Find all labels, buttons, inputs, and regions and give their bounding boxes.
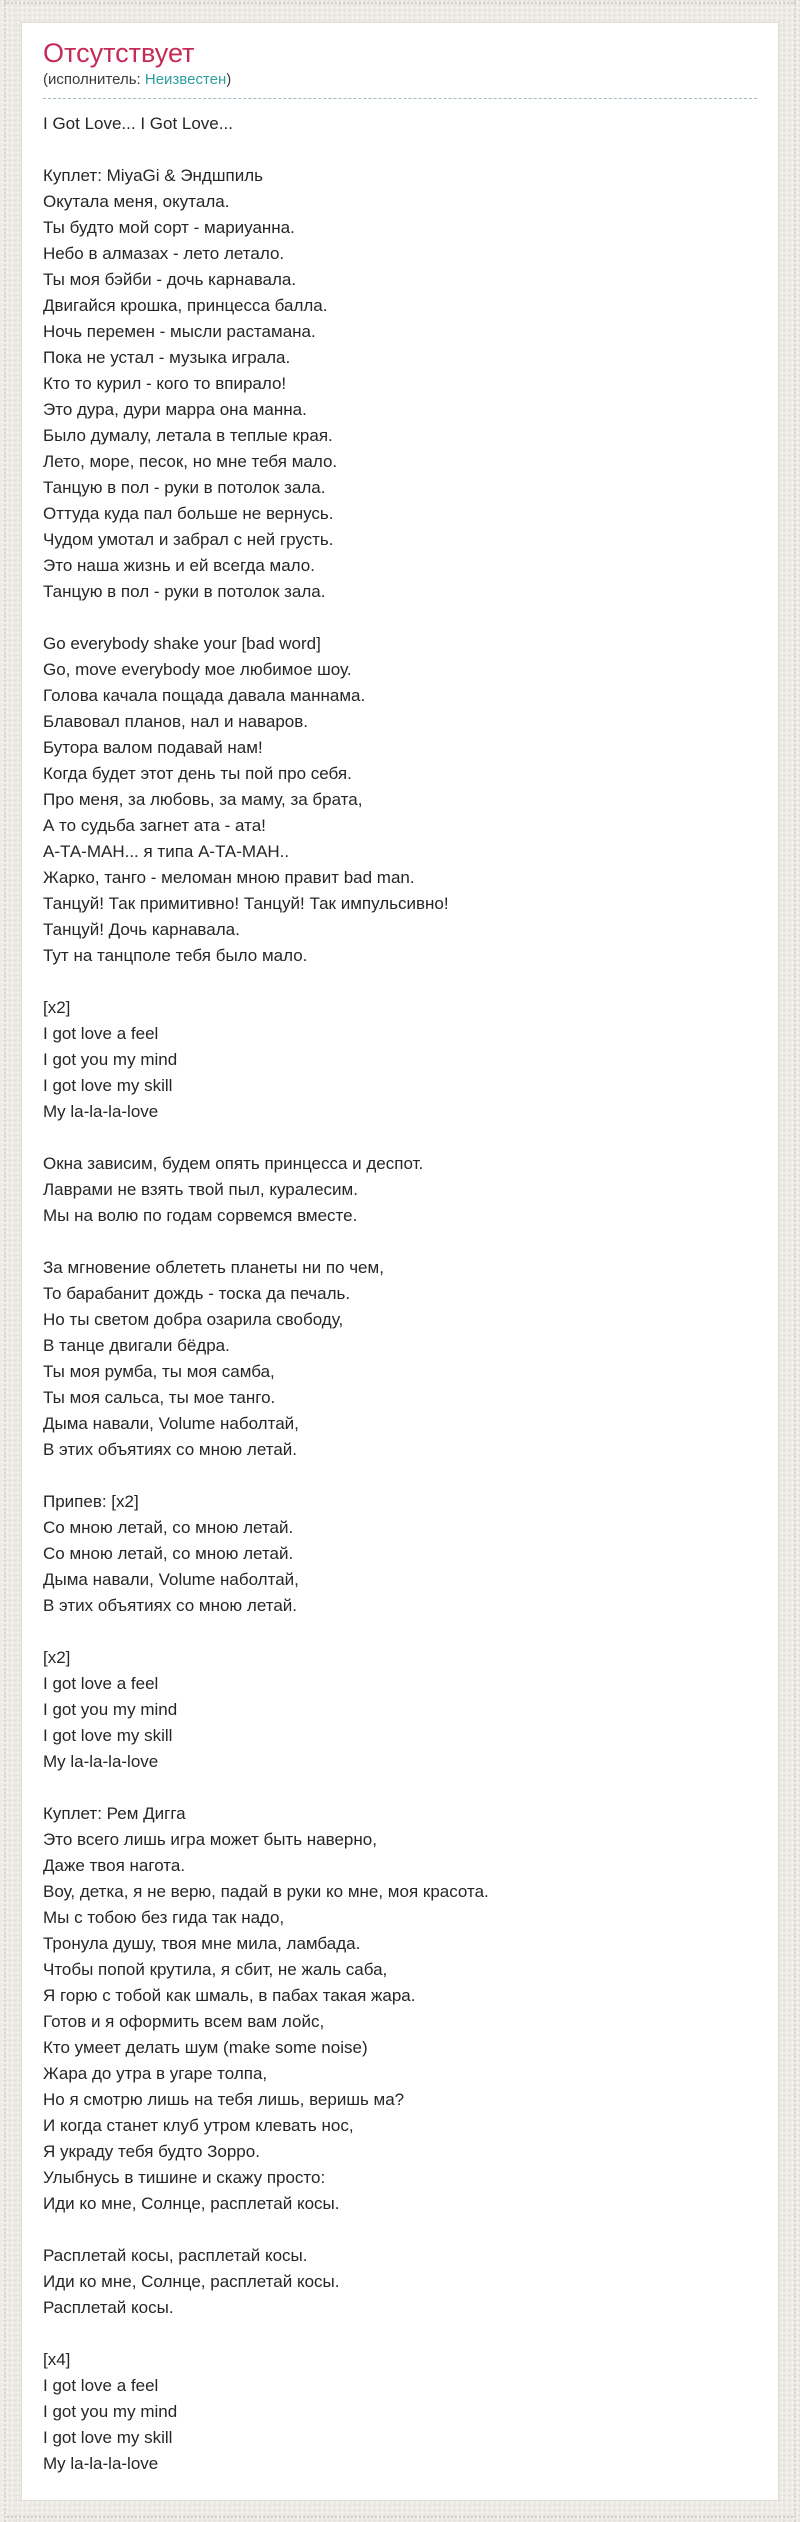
artist-line <box>43 71 757 99</box>
page-edge-stitch-left-inner <box>16 0 17 2522</box>
lyric-line: I got you my mind <box>43 2402 178 2421</box>
lyric-line: Окна зависим, будем опять принцесса и деспот. <box>43 1154 424 1173</box>
lyric-line: Go, move everybody мое любимое шоу. <box>43 660 352 679</box>
lyric-line: My la-la-la-love <box>43 2454 159 2473</box>
lyric-line: [x4] <box>43 2350 71 2369</box>
lyric-line: Кто умеет делать шум (make some noise) <box>43 2038 368 2057</box>
page-edge-stitch-right-inner <box>783 0 784 2522</box>
lyric-line: I got love my skill <box>43 1726 173 1745</box>
lyric-line: В этих объятиях со мною летай. <box>43 1596 297 1615</box>
song-title: Отсутствует <box>43 38 195 68</box>
lyric-line: My la-la-la-love <box>43 1102 159 1121</box>
lyric-line: Когда будет этот день ты пой про себя. <box>43 764 352 783</box>
lyric-line: I got you my mind <box>43 1050 178 1069</box>
lyric-line: Припев: [x2] <box>43 1492 139 1511</box>
lyric-line: Тронула душу, твоя мне мила, ламбада. <box>43 1934 361 1953</box>
lyrics-stanza <box>43 1645 757 1775</box>
lyric-line: Пока не устал - музыка играла. <box>43 348 291 367</box>
lyric-line: Лаврами не взять твой пыл, куралесим. <box>43 1180 358 1199</box>
lyric-line: Про меня, за любовь, за маму, за брата, <box>43 790 363 809</box>
lyrics-stanza <box>43 995 757 1125</box>
lyric-line: I got love my skill <box>43 1076 173 1095</box>
lyric-line: Расплетай косы. <box>43 2298 174 2317</box>
lyric-line: Ты будто мой сорт - мариуанна. <box>43 218 295 237</box>
lyric-line: I got love my skill <box>43 2428 173 2447</box>
lyric-line: Ты моя сальса, ты мое танго. <box>43 1388 276 1407</box>
lyric-line: [x2] <box>43 998 71 1017</box>
lyric-line: Иди ко мне, Солнце, расплетай косы. <box>43 2194 340 2213</box>
lyric-line: Блавовал планов, нал и наваров. <box>43 712 308 731</box>
lyric-line: Чтобы попой крутила, я сбит, не жаль саба, <box>43 1960 388 1979</box>
lyric-line: Было думалу, летала в теплые края. <box>43 426 333 445</box>
lyrics-stanza <box>43 2243 757 2321</box>
lyric-line: Двигайся крошка, принцесса балла. <box>43 296 328 315</box>
lyrics-stanza <box>43 1801 757 2217</box>
lyric-line: За мгновение облететь планеты ни по чем, <box>43 1258 384 1277</box>
lyric-line: Жара до утра в угаре толпа, <box>43 2064 268 2083</box>
lyric-line: Куплет: Рем Дигга <box>43 1804 186 1823</box>
lyric-line: Кто то курил - кого то впирало! <box>43 374 287 393</box>
lyrics-stanza <box>43 111 757 137</box>
lyric-line: Со мною летай, со мною летай. <box>43 1518 294 1537</box>
lyric-line: Дыма навали, Volume наболтай, <box>43 1414 299 1433</box>
lyric-line: Лето, море, песок, но мне тебя мало. <box>43 452 338 471</box>
lyric-line: Даже твоя нагота. <box>43 1856 186 1875</box>
lyric-line: То барабанит дождь - тоска да печаль. <box>43 1284 351 1303</box>
lyric-line: Но я смотрю лишь на тебя лишь, веришь ма? <box>43 2090 405 2109</box>
lyric-line: My la-la-la-love <box>43 1752 159 1771</box>
lyric-line: Чудом умотал и забрал с ней грусть. <box>43 530 334 549</box>
lyric-line: А-ТА-МАН... я типа А-ТА-МАН.. <box>43 842 290 861</box>
lyric-line: Это наша жизнь и ей всегда мало. <box>43 556 315 575</box>
lyric-line: Я горю с тобой как шмаль, в пабах такая жара. <box>43 1986 416 2005</box>
lyric-line: Ты моя румба, ты моя самба, <box>43 1362 275 1381</box>
artist-link[interactable]: Неизвестен <box>144 71 227 88</box>
lyrics-stanza <box>43 2347 757 2477</box>
lyric-line: Это всего лишь игра может быть наверно, <box>43 1830 377 1849</box>
lyric-line: Тут на танцполе тебя было мало. <box>43 946 308 965</box>
lyric-line: Со мною летай, со мною летай. <box>43 1544 294 1563</box>
lyric-line: Бутора валом подавай нам! <box>43 738 263 757</box>
lyric-line: Небо в алмазах - лето летало. <box>43 244 285 263</box>
lyric-line: Готов и я оформить всем вам лойс, <box>43 2012 325 2031</box>
lyrics-stanza <box>43 1255 757 1463</box>
lyric-line: Улыбнусь в тишине и скажу просто: <box>43 2168 326 2187</box>
content-card <box>21 22 779 2501</box>
lyric-line: Ночь перемен - мысли растамана. <box>43 322 316 341</box>
artist-prefix-label: (исполнитель: <box>43 71 145 88</box>
lyric-line: Жарко, танго - меломан мною правит bad man. <box>43 868 415 887</box>
lyric-line: Танцуй! Так примитивно! Танцуй! Так импульсивно! <box>43 894 449 913</box>
lyric-line: Танцую в пол - руки в потолок зала. <box>43 478 326 497</box>
lyric-line: Танцуй! Дочь карнавала. <box>43 920 240 939</box>
lyrics-stanza <box>43 163 757 605</box>
lyrics-stanza <box>43 1489 757 1619</box>
lyrics-text <box>43 99 757 2477</box>
lyric-line: В этих объятиях со мною летай. <box>43 1440 297 1459</box>
lyric-line: Куплет: MiyaGi & Эндшпиль <box>43 166 263 185</box>
lyric-line: Окутала меня, окутала. <box>43 192 230 211</box>
lyric-line: Воу, детка, я не верю, падай в руки ко мне, моя красота. <box>43 1882 489 1901</box>
lyric-line: I Got Love... I Got Love... <box>43 114 233 133</box>
lyric-line: Но ты светом добра озарила свободу, <box>43 1310 344 1329</box>
page-edge-stitch-right <box>794 0 796 2522</box>
lyric-line: Дыма навали, Volume наболтай, <box>43 1570 299 1589</box>
lyric-line: Мы с тобою без гида так надо, <box>43 1908 285 1927</box>
lyrics-stanza <box>43 631 757 969</box>
lyrics-stanza <box>43 1151 757 1229</box>
lyric-line: I got you my mind <box>43 1700 178 1719</box>
lyric-line: Голова качала пощада давала маннама. <box>43 686 366 705</box>
lyric-line: Иди ко мне, Солнце, расплетай косы. <box>43 2272 340 2291</box>
lyric-line: Я украду тебя будто Зорро. <box>43 2142 260 2161</box>
lyric-line: Оттуда куда пал больше не вернусь. <box>43 504 334 523</box>
lyric-line: А то судьба загнет ата - ата! <box>43 816 266 835</box>
lyric-line: Go everybody shake your [bad word] <box>43 634 321 653</box>
lyric-line: Это дура, дури марра она манна. <box>43 400 307 419</box>
lyric-line: I got love a feel <box>43 2376 159 2395</box>
lyric-line: И когда станет клуб утром клевать нос, <box>43 2116 354 2135</box>
lyric-line: Расплетай косы, расплетай косы. <box>43 2246 308 2265</box>
lyric-line: I got love a feel <box>43 1674 159 1693</box>
lyric-line: Танцую в пол - руки в потолок зала. <box>43 582 326 601</box>
lyric-line: Ты моя бэйби - дочь карнавала. <box>43 270 297 289</box>
page-edge-stitch-top <box>4 2 796 4</box>
lyric-line: Мы на волю по годам сорвемся вместе. <box>43 1206 358 1225</box>
lyric-line: I got love a feel <box>43 1024 159 1043</box>
page-edge-stitch-left <box>4 0 6 2522</box>
lyric-line: [x2] <box>43 1648 71 1667</box>
lyric-line: В танце двигали бёдра. <box>43 1336 230 1355</box>
artist-suffix-label: ) <box>226 71 232 88</box>
page-edge-stitch-bottom <box>4 2516 796 2518</box>
